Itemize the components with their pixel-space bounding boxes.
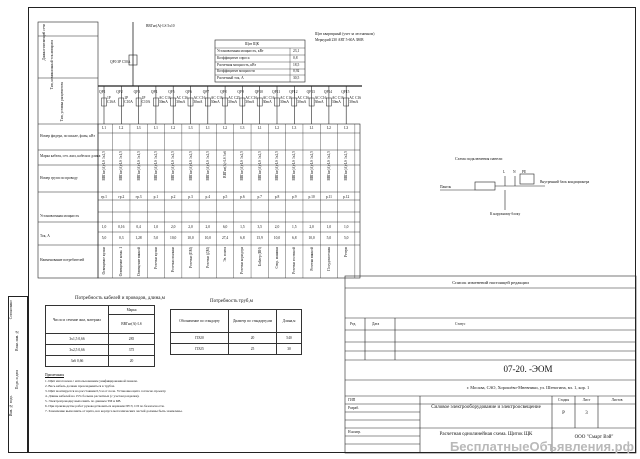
feeder-phase: L3	[292, 126, 297, 130]
feeder-id: QF7	[202, 90, 210, 94]
feeder-phase: L2	[275, 126, 279, 130]
feeder-phase: L3	[240, 126, 245, 130]
feeder-id: QF10	[254, 90, 263, 94]
changes-head-rev: Ред.	[350, 322, 357, 326]
feeder-id: QF4	[150, 90, 158, 94]
feeder-phase: L3	[188, 126, 193, 130]
feeder-cable: ВВГнг(А)-LS 3х2,5	[188, 151, 193, 181]
stage-label: Стадия	[558, 398, 569, 402]
feeder-current: 6,8	[292, 236, 297, 240]
feeder-group: гр.2	[118, 195, 125, 199]
feeder-phase: L1	[153, 126, 158, 130]
sheet-value: 3	[585, 411, 588, 416]
feeder-load: Резерв	[344, 247, 349, 258]
side-stamp-inv: Инв. № подл.	[9, 395, 13, 417]
feeder-power: 1,5	[240, 225, 245, 229]
feeder-id: QF13	[306, 90, 315, 94]
feeder-load: Бойлер (ВН)	[257, 247, 262, 267]
feeder-load: Розетки спальни	[171, 247, 176, 273]
feeder-power: 0,4	[136, 225, 141, 229]
role-dev: Разраб.	[348, 406, 360, 410]
pipe-row-name: ПЭ25	[171, 344, 229, 355]
doc-code: 07-20. -ЭОМ	[503, 364, 553, 374]
pipe-row-len: 30	[277, 344, 302, 355]
feeder-group: р.1	[153, 195, 159, 199]
feeder-id: QF8	[220, 90, 227, 94]
feeder-id: QF14	[323, 90, 333, 94]
feeder-current: 5,0	[153, 236, 159, 240]
param-name: Расчетная мощность, кВт	[217, 62, 257, 67]
sheet-label: Лист	[582, 398, 591, 402]
watermark: БесплатныеОбъявления.рф	[449, 439, 634, 454]
project-name: Силовое электрооборудование и электроосвещение	[431, 405, 541, 410]
feeder-current: 6,8	[240, 236, 245, 240]
feeder-device: AC C16 30mA	[262, 96, 275, 104]
feeder-group: гр.1	[101, 195, 107, 199]
row-header-device: Тип, номинальный ток аппарата	[50, 40, 54, 90]
feeder-current: 27,4	[221, 236, 229, 240]
note-line: 2. Весь кабель должен прокладываться в трубах.	[45, 384, 116, 388]
param-value: 0,92	[293, 69, 300, 74]
notes-title: Примечания	[45, 373, 64, 377]
feeder-phase: L2	[223, 126, 228, 130]
feeder-group: гр.3	[135, 195, 142, 199]
cable-head-spec: Число и сечение жил, материал	[46, 306, 109, 334]
feeder-current: 1,28	[135, 236, 142, 240]
feeder-device: AC C16 30mA	[210, 96, 223, 104]
feeder-group: р.7	[257, 195, 262, 199]
feeder-load: Розетки кухни	[153, 247, 158, 269]
role-control: Н.контр.	[348, 430, 362, 434]
cable-head-mark-sub: ВВГнг(А)-LS	[109, 315, 155, 334]
feeder-device: AC C25 30mA	[228, 96, 240, 104]
feeder-id: QF1	[99, 90, 106, 94]
row-header-group: Номер групп по проводу	[40, 176, 78, 180]
stage-value: Р	[562, 411, 565, 416]
feeder-cable: ВВГнг(А)-LS 3х2,5	[326, 151, 331, 181]
side-stamp-approved: Согласовано	[9, 300, 13, 320]
feeder-device: AC C16 30mA	[176, 96, 189, 104]
changes-head-status: Статус	[455, 322, 466, 326]
feeder-group: р.4	[205, 195, 211, 199]
feeder-cable: ВВГнг(А)-LS 3х2,5	[102, 151, 106, 181]
feeder-device: AC C16 30mA	[331, 96, 344, 104]
sheet-title: Расчетная однолинейная схема. Щиток ЩК	[439, 432, 533, 437]
feeder-phase: L1	[102, 126, 106, 130]
note-line: 1. Щит изготовлен с использованием унифицированной панели.	[45, 379, 138, 383]
row-header-feeder: Номер фидера, по шкале, фазы, кВт	[40, 134, 95, 138]
feeder-id: QF2	[116, 90, 123, 94]
note-line: 7. Заземление выполнить от щита, все корпуса металлических частей должны быть заземлены.	[45, 409, 183, 413]
feeder-phase: L2	[326, 126, 331, 130]
param-value: 23,1	[293, 49, 300, 53]
bus-label: Щит квартирный (учет за лестничном)	[315, 32, 375, 36]
feeder-group: р.8	[274, 195, 280, 199]
feeder-group: р.11	[325, 195, 332, 199]
feeder-group: р.5	[222, 195, 228, 199]
param-name: Расчетный ток, А	[217, 76, 244, 81]
feeder-load: Освещение кухни	[102, 247, 106, 275]
feeder-current: 10,0	[187, 236, 194, 240]
sheets-label: Листов	[611, 398, 623, 402]
side-stamp-replace: Взам. инв. №	[15, 330, 19, 351]
feeder-phase: L2	[119, 126, 124, 130]
feeder-current: 5,0	[343, 236, 349, 240]
note-line: 5. Электропроводку выполнять по данным ТМ и КВ.	[45, 399, 122, 403]
feeder-power: 3,5	[257, 225, 262, 229]
feeder-id: QF9	[237, 90, 244, 94]
cable-row-len: 375	[109, 345, 155, 356]
row-header-supply: Данные питающей сети	[42, 24, 46, 61]
feeder-group: р.6	[240, 195, 245, 199]
feeder-phase: L1	[205, 126, 210, 130]
changes-title: Список изменений настоящей редакции	[452, 280, 529, 285]
row-header-current: Ток, А	[40, 234, 50, 238]
feeder-cable: ВВГнг(А)-LS 3х2,5	[275, 151, 279, 181]
feeder-group: р.10	[308, 195, 315, 199]
param-value: 30,5	[293, 76, 300, 81]
feeder-device: 1P C10A	[141, 96, 151, 104]
conn-label-indoor: Внутренний блок кондиционера	[540, 180, 590, 184]
company: ООО "Смарт Вэй"	[574, 435, 614, 440]
cable-table-title: Потребность кабелей и проводов, длина,м	[75, 296, 165, 301]
feeder-current: 0,3	[119, 236, 124, 240]
feeder-power: 1,0	[326, 225, 332, 229]
feeder-power: 2,0	[188, 225, 193, 229]
note-line: 6. При производстве работ руководствоваться нормами ПУЭ, СП по безопасности.	[45, 404, 165, 408]
feeder-current: 10,0	[273, 236, 281, 240]
feeder-cable: ВВГнг(А)-LS 3х2,5	[153, 151, 158, 181]
feeder-power: 1,0	[153, 225, 159, 229]
feeder-current: 15,9	[256, 236, 263, 240]
feeder-load: Стир. машина	[275, 247, 279, 269]
feeder-load: Посудомоечная	[326, 247, 331, 271]
feeder-load: Эл. плита	[223, 247, 228, 262]
feeder-id: QF3	[133, 90, 140, 94]
feeder-id: QF5	[168, 90, 175, 94]
feeder-power: 1,0	[101, 225, 107, 229]
feeder-power: 2,0	[309, 225, 314, 229]
feeder-device: 1P C10A	[124, 96, 133, 104]
panel-name: Щит ЩК	[245, 42, 260, 46]
feeder-phase: L1	[309, 126, 314, 130]
feeder-group: р.12	[343, 195, 350, 199]
feeder-power: 1,5	[292, 225, 297, 229]
feeder-device: AC C16 30mA	[245, 96, 258, 104]
feeder-load: Розетки (ДМ)	[205, 247, 210, 268]
conn-label-n: N	[513, 170, 516, 174]
feeder-power: 2,0	[274, 225, 280, 229]
feeder-load: Розетки ванной	[309, 247, 314, 271]
feeder-cable: ВВГнг(А)-LS 3х2,5	[257, 151, 262, 181]
feeder-current: 10,0	[308, 236, 315, 240]
cable-head-mark: Марка	[109, 306, 155, 315]
conn-label-outdoor: К наружному блоку	[490, 212, 521, 216]
feeder-load: Освещение ванной	[136, 247, 141, 276]
feeder-power: 2,0	[205, 225, 211, 229]
feeder-current: 10,0	[204, 236, 211, 240]
pipe-head-len: Длина,м	[277, 310, 302, 333]
feeder-power: 2,0	[170, 225, 176, 229]
feeder-group: р.9	[292, 195, 297, 199]
cable-row-len: 285	[109, 334, 155, 345]
role-gip: ГИП	[348, 398, 356, 402]
supply-cable-label: ВВГнг(А)-LS 5х10	[146, 24, 175, 28]
feeder-current: 5,0	[101, 236, 107, 240]
feeder-phase: L2	[171, 126, 176, 130]
feeder-id: QF12	[289, 90, 298, 94]
note-line: 3. Щит монтируется на расстоянии 0,5 м от пола. Установка щита согласно проекту.	[45, 389, 167, 393]
meter-note: Меркурий 230 ART 5-60А 380В	[315, 38, 364, 42]
feeder-cable: ВВГнг(А)-LS 3х2,5	[171, 151, 176, 181]
pipe-head-d: Диаметр по стандарту,мм	[229, 310, 277, 333]
feeder-load: Розетки гостиной	[292, 247, 297, 274]
pipe-table-title: Потребность труб,м	[210, 299, 253, 304]
changes-head-date: Дата	[372, 322, 380, 326]
feeder-phase: L1	[257, 126, 262, 130]
feeder-cable: ВВГнг(А)-LS 3х2,5	[205, 151, 210, 181]
pipe-row-len: 540	[277, 333, 302, 344]
feeder-device: AC C16 30mA	[280, 96, 292, 104]
cable-row-spec: 3х1,5 0,66	[46, 334, 109, 345]
feeder-id: QF11	[272, 90, 281, 94]
param-value: 0,8	[293, 55, 298, 60]
feeder-phase: L3	[136, 126, 141, 130]
row-header-release: Тип, уставка расцепителя	[60, 82, 64, 122]
row-header-load: Наименование потребителей	[40, 258, 85, 262]
cable-row-len: 20	[109, 356, 155, 367]
feeder-cable: ВВГнг(А)-LS 3х6	[223, 151, 228, 178]
conn-label-panel: Панель	[440, 185, 452, 189]
feeder-power: 0,16	[118, 225, 125, 229]
param-value: 18,5	[293, 62, 300, 67]
pipe-row-d: 25	[229, 344, 277, 355]
feeder-device: AC C16 30mA	[158, 96, 171, 104]
feeder-current: 10,0	[170, 236, 177, 240]
feeder-device: 1P C16A	[107, 96, 116, 104]
note-line: 4. Длины кабелей на 15% больше расчетных (с учетом разделки).	[45, 394, 140, 398]
feeder-power: 1,0	[343, 225, 349, 229]
feeder-device: AC C16 30mA	[193, 96, 206, 104]
pipe-head-name: Обозначение по стандарту	[171, 310, 229, 333]
cable-row-spec: 3х2,5 0,66	[46, 345, 109, 356]
pipe-row-d: 20	[229, 333, 277, 344]
conn-label-pe: PE	[522, 170, 527, 174]
feeder-cable: ВВГнг(А)-LS 3х2,5	[309, 151, 314, 181]
row-header-power: Установленная мощность	[40, 214, 80, 218]
feeder-device: AC C16 30mA	[349, 96, 362, 104]
feeder-id: QF6	[185, 90, 192, 94]
feeder-cable: ВВГнг(А)-LS 3х2,5	[292, 151, 297, 181]
param-name: Коэффициент мощности	[217, 69, 255, 74]
feeder-device: AC C16 30mA	[314, 96, 327, 104]
feeder-phase: L3	[344, 126, 349, 130]
feeder-current: 5,0	[326, 236, 332, 240]
feeder-cable: ВВГнг(А)-LS 3х1,5	[136, 151, 141, 181]
feeder-device: AC C16 30mA	[297, 96, 310, 104]
connection-scheme-title: Схема подключения панели	[455, 156, 503, 161]
feeder-load: Освещение комн. 1	[119, 247, 124, 277]
feeder-cable: ВВГнг(А)-LS 3х1,5	[119, 151, 124, 181]
row-header-cable: Марка кабеля, сеч. жил, кабеля и длина	[40, 154, 101, 158]
cable-row-spec: 3х6 0,66	[46, 356, 109, 367]
pipe-row-name: ПЭ20	[171, 333, 229, 344]
feeder-id: QF15	[341, 90, 350, 94]
feeder-cable: ВВГнг(А)-LS 3х2,5	[344, 151, 349, 181]
feeder-cable: ВВГнг(А)-LS 3х2,5	[240, 151, 245, 181]
feeder-load: Розетки (ПМ)	[188, 247, 193, 269]
conn-label-l: L	[503, 170, 506, 174]
address: г. Москва, САО, Хорошёво-Мневники, ул. Шеногина, вл. 1, кор. 1	[466, 385, 590, 390]
param-name: Коэффициент спроса	[217, 55, 250, 60]
side-stamp-sign: Подп. и дата	[15, 370, 19, 390]
feeder-group: р.3	[188, 195, 193, 199]
feeder-power: 6,0	[222, 225, 228, 229]
feeder-group: р.2	[170, 195, 176, 199]
param-name: Установленная мощность, кВт	[217, 49, 264, 53]
main-breaker-label: QF0 3P C50A	[110, 60, 131, 64]
feeder-load: Розетки коридора	[240, 247, 245, 274]
